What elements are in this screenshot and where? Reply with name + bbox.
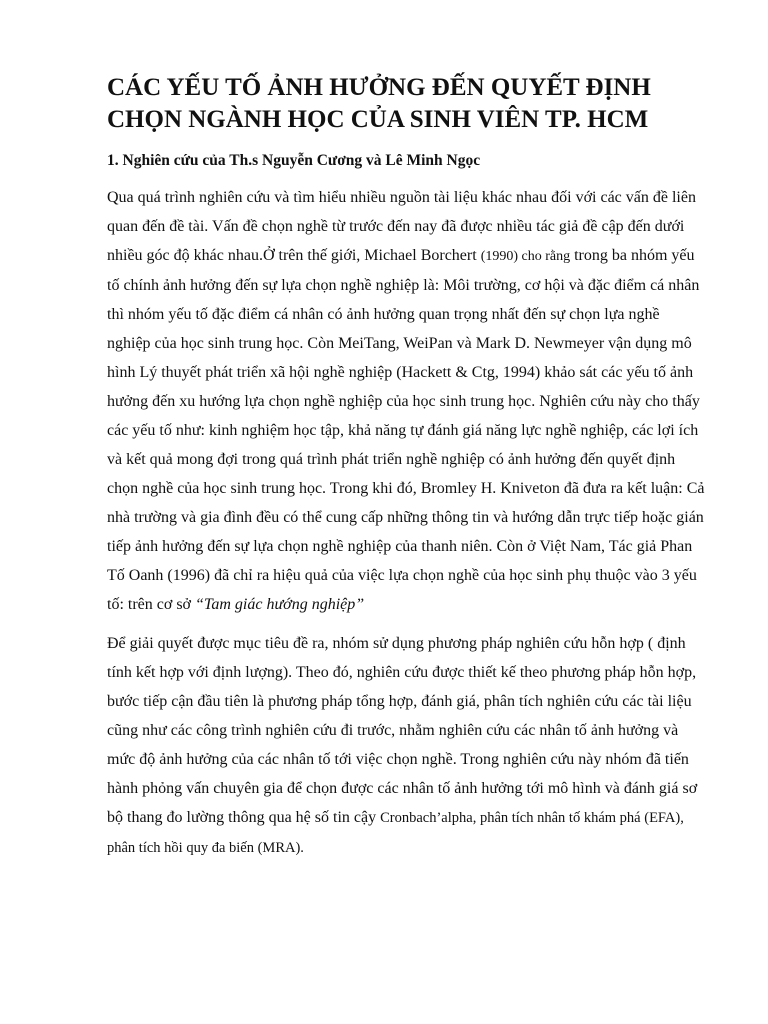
paragraph-methodology — [107, 629, 707, 863]
paragraph-research-overview — [107, 183, 707, 619]
paragraph-text: Qua quá trình nghiên cứu và tìm hiểu nhiều nguồn tài liệu khác nhau đối với các vấn đề liên quan đến đề tài. Vấn đề chọn nghề từ trước đến nay đã được nhiều tác giả đề cập đến dưới nhiều góc độ khác nhau.Ở trên thế giới, Michael Borchert — [107, 189, 696, 264]
section-heading: 1. Nghiên cứu của Th.s Nguyễn Cương và Lê Minh Ngọc — [107, 152, 481, 169]
italic-quote: “Tam giác hướng nghiệp” — [195, 596, 365, 613]
document-title: CÁC YẾU TỐ ẢNH HƯỞNG ĐẾN QUYẾT ĐỊNH CHỌN NGÀNH HỌC CỦA SINH VIÊN TP. HCM — [107, 74, 651, 133]
paragraph-text-small: Cronbach’alpha, phân tích nhân tố khám phá (EFA), phân tích hồi quy đa biến (MRA). — [107, 810, 684, 856]
document-page — [107, 72, 707, 863]
paragraph-text: trong ba nhóm yếu tố chính ảnh hưởng đến sự lựa chọn nghề nghiệp là: Môi trường, cơ hội và đặc điểm cá nhân thì nhóm yếu tố đặc điểm cá nhân có ảnh hưởng quan trọng nhất đến sự chọn lựa nghề nghiệp của học sinh trung học. Còn MeiTang, WeiPan và Mark D. Newmeyer vận dụng mô hình Lý thuyết phát triển xã hội nghề nghiệp (Hackett & Ctg, 1994) khảo sát các yếu tố ảnh hưởng đến xu hướng lựa chọn nghề nghiệp của học sinh trung học. Nghiên cứu này cho thấy các yếu tố như: kinh nghiệm học tập, khả năng tự đánh giá năng lực nghề nghiệp, các lợi ích và kết quả mong đợi trong quá trình phát triển nghề nghiệp có ảnh hưởng đến quyết định chọn nghề của học sinh trung học. Trong khi đó, Bromley H. Kniveton đã đưa ra kết luận: Cả nhà trường và gia đình đều có thể cung cấp những thông tin và hướng dẫn trực tiếp hoặc gián tiếp ảnh hưởng đến sự lựa chọn nghề nghiệp của thanh niên. Còn ở Việt Nam, Tác giả Phan Tố Oanh (1996) đã chỉ ra hiệu quả của việc lựa chọn nghề của học sinh phụ thuộc vào 3 yếu tố: trên cơ sở — [107, 247, 705, 613]
paragraph-text-small: (1990) cho rằng — [480, 249, 571, 264]
paragraph-text: Để giải quyết được mục tiêu đề ra, nhóm sử dụng phương pháp nghiên cứu hỗn hợp ( định tính kết hợp với định lượng). Theo đó, nghiên cứu được thiết kế theo phương pháp hỗn hợp, bước tiếp cận đầu tiên là phương pháp tổng hợp, đánh giá, phân tích nghiên cứu các tài liệu cũng như các công trình nghiên cứu đi trước, nhằm nghiên cứu các nhân tố ảnh hưởng và mức độ ảnh hưởng của các nhân tố tới việc chọn nghề. Trong nghiên cứu này nhóm đã tiến hành phỏng vấn chuyên gia để chọn được các nhân tố ảnh hưởng tới mô hình và đánh giá sơ bộ thang đo lường thông qua hệ số tin cậy — [107, 635, 698, 826]
